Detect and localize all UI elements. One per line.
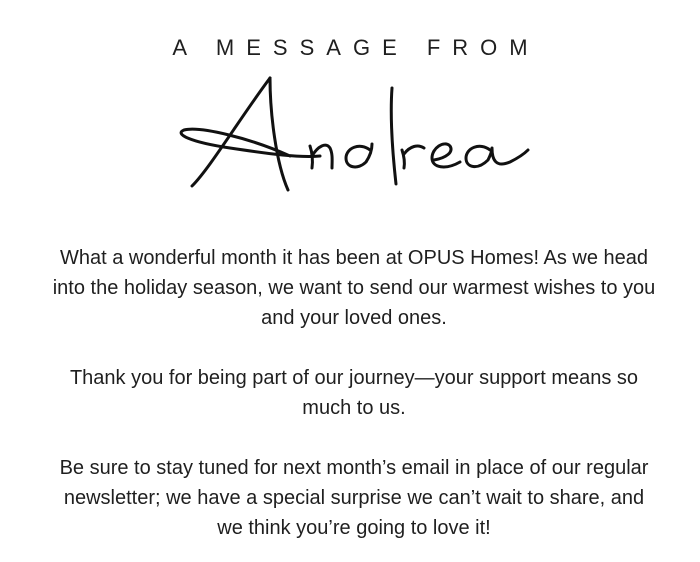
signature-stroke-a-final [466, 146, 528, 166]
signature-stroke-a-left [192, 78, 270, 186]
message-body [50, 243, 658, 543]
signature-stroke-a-cross [181, 129, 320, 156]
signature [170, 68, 540, 198]
signature-stroke-e [432, 144, 460, 167]
message-paragraph: Be sure to stay tuned for next month’s email in place of our regular newsletter; we have a special surprise we can’t wait to share, and we think you’re going to love it! [59, 457, 649, 539]
signature-stroke-a-right [270, 78, 288, 190]
message-paragraph: Thank you for being part of our journey—your support means so much to us. [69, 367, 639, 419]
signature-stroke-r [402, 146, 424, 168]
message-paragraph: What a wonderful month it has been at OPUS Homes! As we head into the holiday season, we want to send our warmest wishes to you and your loved ones. [52, 247, 656, 329]
signature-stroke-d [346, 88, 396, 184]
signature-image [170, 68, 540, 198]
eyebrow-heading: A MESSAGE FROM [172, 35, 540, 60]
